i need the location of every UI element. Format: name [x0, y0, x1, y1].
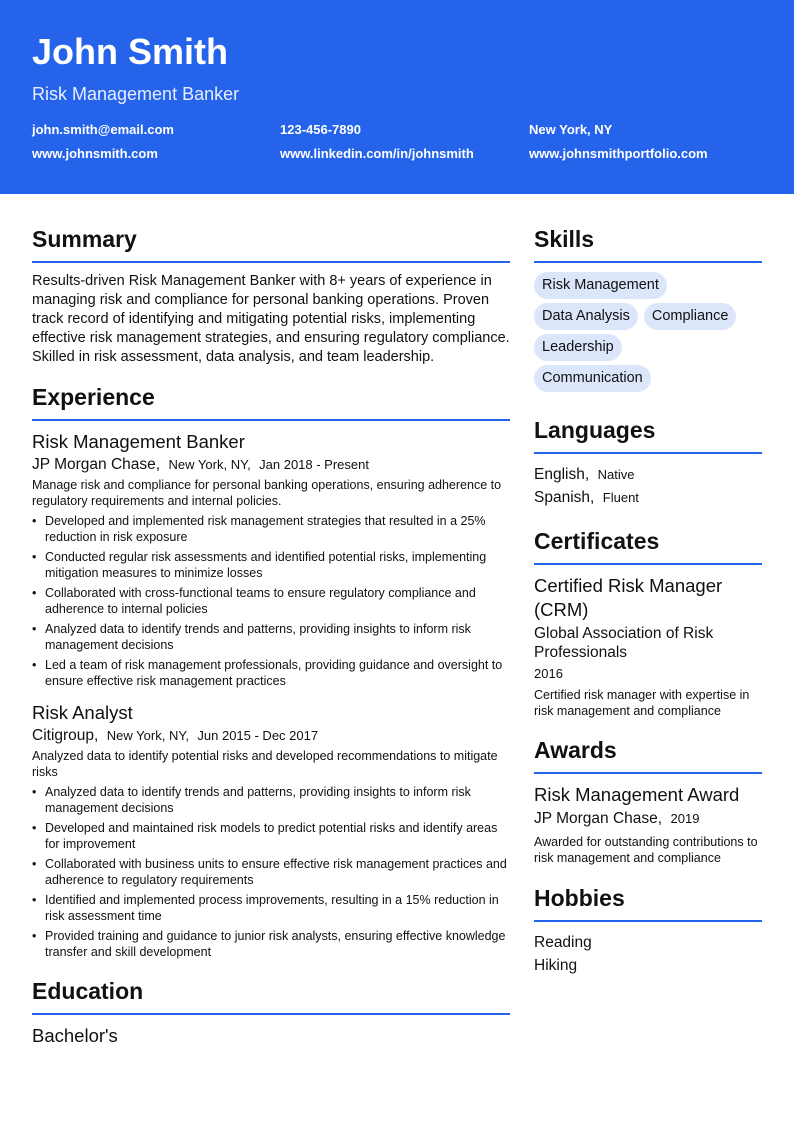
hobby-item: Reading [534, 934, 592, 951]
job-dates: Jan 2018 - Present [259, 457, 369, 472]
main-column [32, 222, 510, 1048]
job-meta [32, 455, 510, 475]
contact-location: New York, NY [529, 122, 613, 137]
award-year: 2019 [670, 811, 700, 826]
resume-header [0, 0, 794, 194]
language-item [534, 463, 762, 486]
job-bullet: • Identified and implemented process improvements, resulting in a 15% reduction in risk assessment time [32, 892, 510, 924]
contact-email[interactable]: john.smith@email.com [32, 122, 174, 137]
job-description: Analyzed data to identify potential risks and developed recommendations to mitigate risks [32, 749, 498, 779]
job-dates: Jun 2015 - Dec 2017 [197, 728, 319, 743]
job-bullet: • Analyzed data to identify trends and patterns, providing insights to inform risk management decisions [32, 621, 510, 653]
skills-list [534, 272, 762, 396]
contact-phone[interactable]: 123-456-7890 [280, 122, 361, 137]
job-location: New York, NY, [106, 728, 189, 743]
job-company: JP Morgan Chase, [32, 456, 161, 473]
candidate-role: Risk Management Banker [32, 84, 240, 104]
certificate-entry [534, 574, 762, 719]
job-bullet: • Developed and maintained risk models to predict potential risks and identify areas for improvement [32, 820, 510, 852]
job-title: Risk Analyst [32, 702, 133, 723]
education-heading: Education [32, 974, 510, 1015]
language-level: Native [597, 467, 635, 482]
certificate-name: Certified Risk Manager (CRM) [534, 575, 723, 620]
skill-chip: Data Analysis [534, 303, 638, 330]
skill-chip: Leadership [534, 334, 622, 361]
hobbies-list [534, 931, 762, 977]
education-degree: Bachelor's [32, 1025, 118, 1046]
job-bullet: • Developed and implemented risk management strategies that resulted in a 25% reduction in risk exposure [32, 513, 510, 545]
awards-heading: Awards [534, 733, 762, 774]
job-bullet: • Collaborated with business units to ensure effective risk management practices and adherence to regulatory requirements [32, 856, 510, 888]
award-entry [534, 783, 762, 866]
contact-website[interactable]: www.johnsmith.com [32, 146, 158, 161]
award-description: Awarded for outstanding contributions to risk management and compliance [534, 835, 758, 865]
experience-heading: Experience [32, 380, 510, 421]
contact-portfolio[interactable]: www.johnsmithportfolio.com [529, 146, 708, 161]
award-meta [534, 808, 762, 830]
job-bullet: • Analyzed data to identify trends and patterns, providing insights to inform risk management decisions [32, 784, 510, 816]
award-organization: JP Morgan Chase, [534, 810, 663, 827]
job-bullet: • Conducted regular risk assessments and identified potential risks, implementing mitigation measures to minimize losses [32, 549, 510, 581]
job-entry [32, 430, 510, 689]
languages-list [534, 463, 762, 509]
skill-chip: Compliance [644, 303, 737, 330]
job-bullets [32, 513, 510, 689]
contact-linkedin[interactable]: www.linkedin.com/in/johnsmith [280, 146, 474, 161]
job-entry [32, 701, 510, 960]
job-bullet: • Led a team of risk management professionals, providing guidance and oversight to ensure effective risk management practices [32, 657, 510, 689]
hobby-item: Hiking [534, 957, 578, 974]
job-description: Manage risk and compliance for personal banking operations, ensuring adherence to regulatory requirements and internal policies. [32, 478, 502, 508]
job-title: Risk Management Banker [32, 431, 245, 452]
job-company: Citigroup, [32, 727, 99, 744]
language-name: English, [534, 466, 590, 483]
language-name: Spanish, [534, 489, 595, 506]
certificate-organization: Global Association of Risk Professionals [534, 625, 714, 661]
language-item [534, 486, 762, 509]
hobbies-heading: Hobbies [534, 881, 762, 922]
skills-heading: Skills [534, 222, 762, 263]
job-meta [32, 726, 510, 746]
award-name: Risk Management Award [534, 784, 740, 805]
job-location: New York, NY, [168, 457, 251, 472]
job-bullet: • Provided training and guidance to junior risk analysts, ensuring effective knowledge transfer and skill development [32, 928, 510, 960]
skill-chip: Risk Management [534, 272, 667, 299]
candidate-name: John Smith [32, 31, 228, 72]
skill-chip: Communication [534, 365, 651, 392]
summary-text: Results-driven Risk Management Banker with 8+ years of experience in managing risk and compliance for personal banking operations. Proven track record of identifying and mitigating potential risks, implementing effective risk management strategies, and ensuring regulatory compliance. Skilled in risk assessment, data analysis, and team leadership. [32, 273, 510, 365]
certificate-description: Certified risk manager with expertise in risk management and compliance [534, 688, 750, 718]
languages-heading: Languages [534, 413, 762, 454]
side-column [534, 222, 762, 977]
language-level: Fluent [602, 490, 639, 505]
summary-heading: Summary [32, 222, 510, 263]
certificate-year: 2016 [534, 666, 563, 681]
certificates-heading: Certificates [534, 524, 762, 565]
job-bullet: • Collaborated with cross-functional teams to ensure regulatory compliance and adherence to internal policies [32, 585, 510, 617]
job-bullets [32, 784, 510, 960]
